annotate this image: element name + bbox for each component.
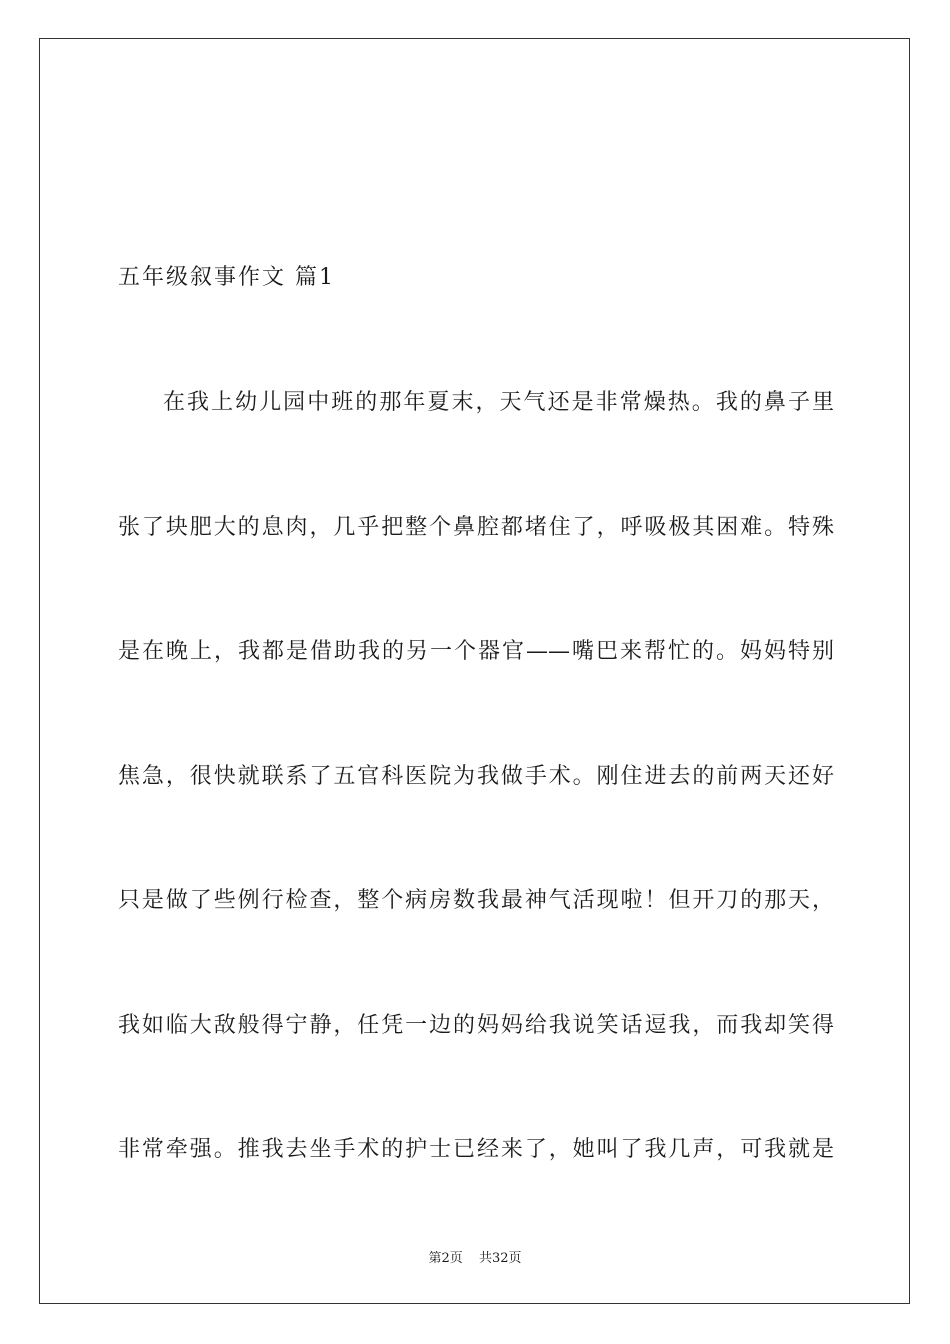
paragraph-line-6: 我如临大敌般得宁静，任凭一边的妈妈给我说笑话逗我，而我却笑得: [118, 1013, 834, 1038]
page-border: [39, 38, 910, 1304]
total-pages: 共32页: [478, 1251, 522, 1266]
paragraph-line-2: 张了块肥大的息肉，几乎把整个鼻腔都堵住了，呼吸极其困难。特殊: [118, 515, 834, 540]
paragraph-line-1: 在我上幼儿园中班的那年夏末，天气还是非常燥热。我的鼻子里: [163, 390, 834, 415]
paragraph-line-7: 非常牵强。推我去坐手术的护士已经来了，她叫了我几声，可我就是: [118, 1137, 834, 1162]
paragraph-line-3: 是在晚上，我都是借助我的另一个器官——嘴巴来帮忙的。妈妈特别: [118, 639, 834, 664]
paragraph-line-4: 焦急，很快就联系了五官科医院为我做手术。刚住进去的前两天还好: [118, 764, 834, 789]
paragraph-line-5: 只是做了些例行检查，整个病房数我最神气活现啦！但开刀的那天，: [118, 888, 834, 913]
essay-heading: 五年级叙事作文 篇1: [118, 265, 335, 290]
page-footer: [0, 1247, 950, 1266]
page-number: 第2页: [428, 1251, 463, 1266]
